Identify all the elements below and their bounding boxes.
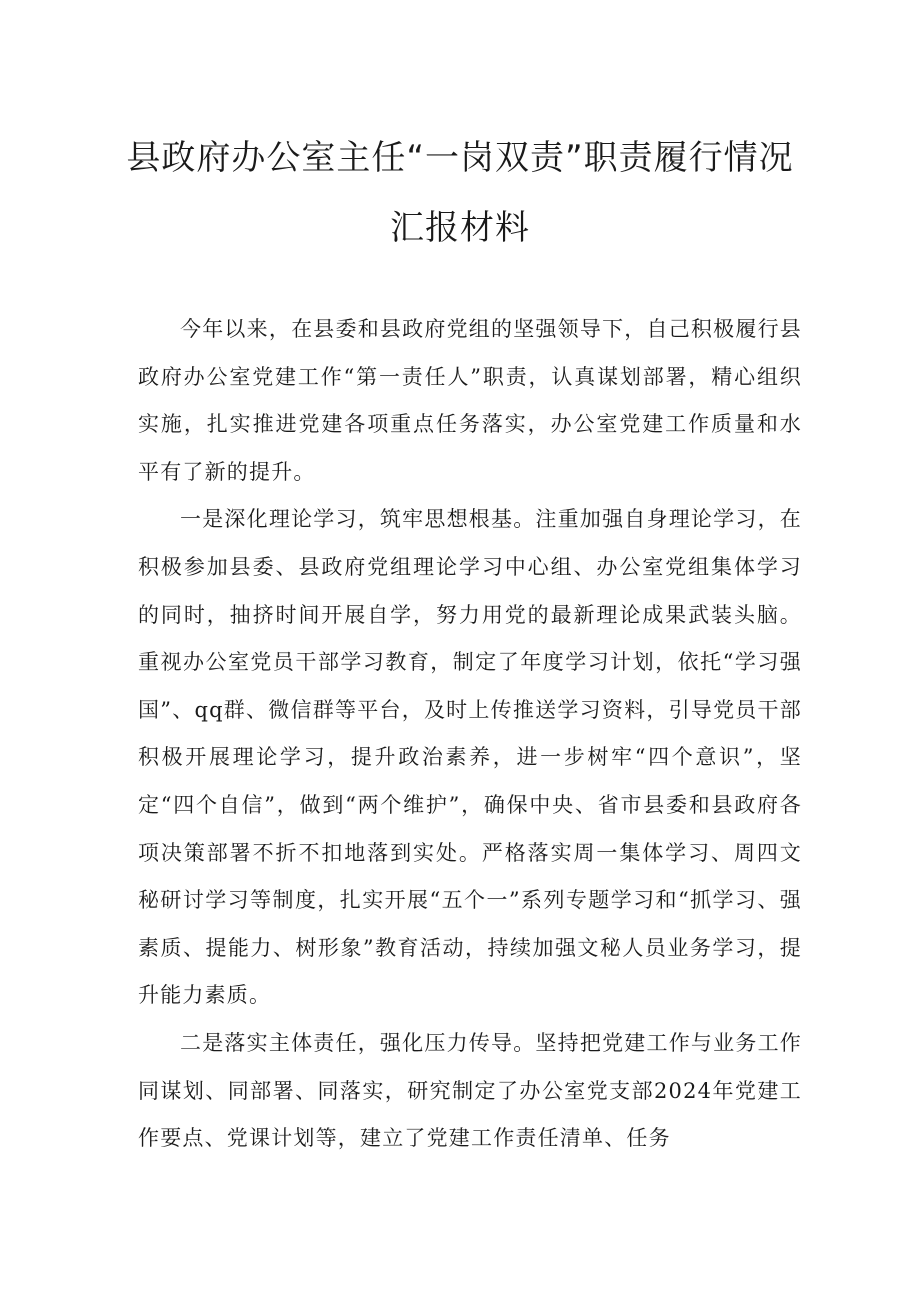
paragraph-theory-study: 一是深化理论学习，筑牢思想根基。注重加强自身理论学习，在积极参加县委、县政府党组理论学习中心组、办公室党组集体学习的同时，抽挤时间开展自学，努力用党的最新理论成果武装头脑。重视办公室党员干部学习教育，制定了年度学习计划，依托“学习强国”、qq群、微信群等平台，及时上传推送学习资料，引导党员干部积极开展理论学习，提升政治素养，进一步树牢“四个意识”，坚定“四个自信”，做到“两个维护”，确保中央、省市县委和县政府各项决策部署不折不扣地落到实处。严格落实周一集体学习、周四文秘研讨学习等制度，扎实开展“五个一”系列专题学习和“抓学习、强素质、提能力、树形象”教育活动，持续加强文秘人员业务学习，提升能力素质。 [138, 507, 802, 1008]
paragraph-main-responsibility: 二是落实主体责任，强化压力传导。坚持把党建工作与业务工作同谋划、同部署、同落实，研究制定了办公室党支部2024年党建工作要点、党课计划等，建立了党建工作责任清单、任务 [138, 1030, 802, 1151]
document-title-line-2: 汇报材料 [390, 208, 530, 248]
paragraph-intro: 今年以来，在县委和县政府党组的坚强领导下，自己积极履行县政府办公室党建工作“第一责任人”职责，认真谋划部署，精心组织实施，扎实推进党建各项重点任务落实，办公室党建工作质量和水平有了新的提升。 [138, 317, 802, 484]
document-title-line-1: 县政府办公室主任“一岗双责”职责履行情况 [126, 138, 794, 178]
document-body [138, 306, 802, 1163]
